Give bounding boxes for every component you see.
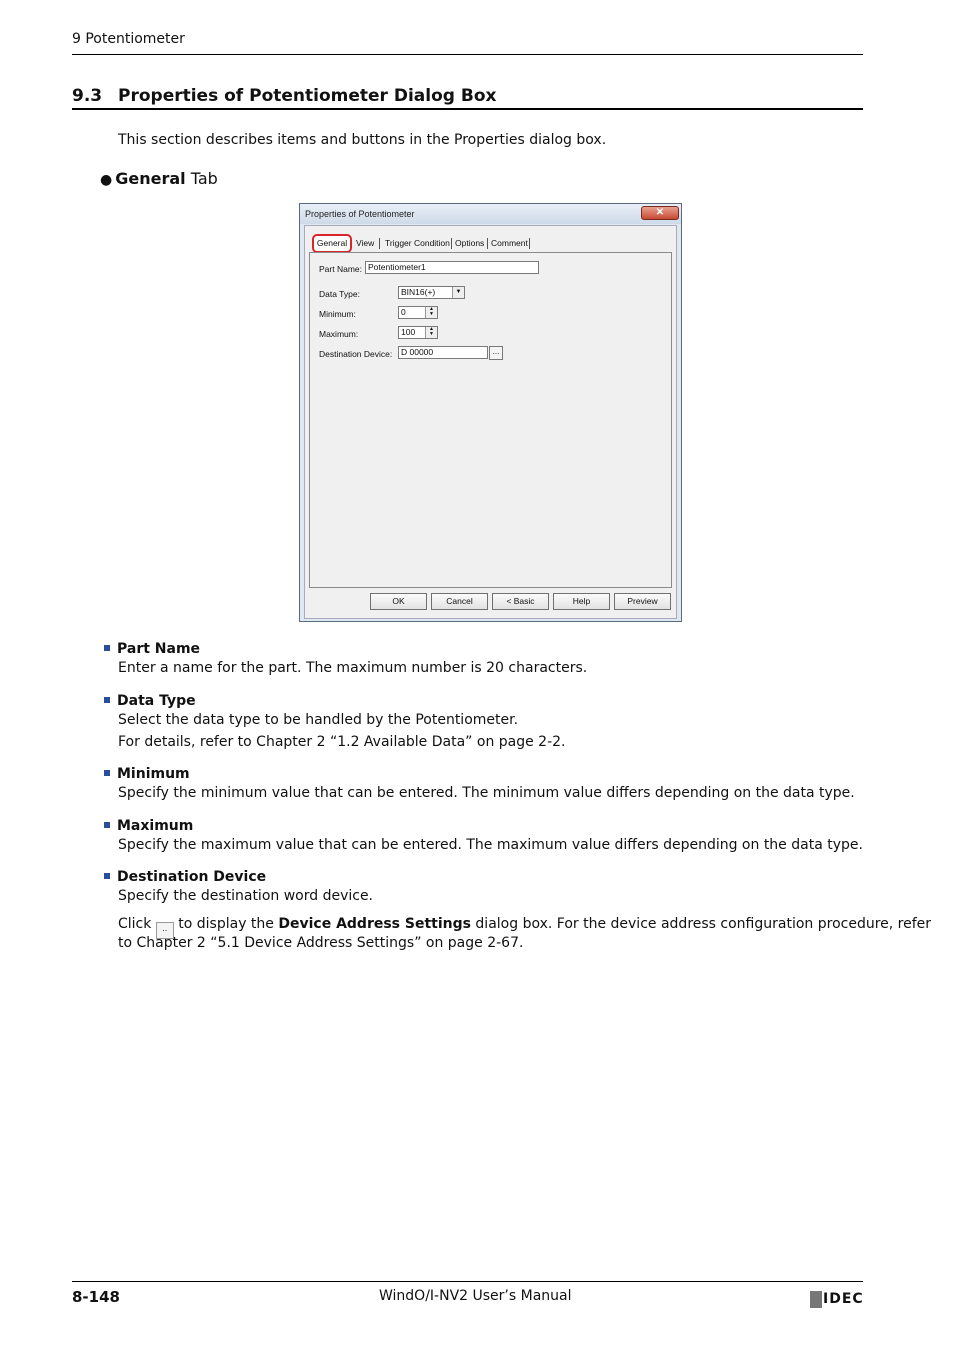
square-bullet-icon [104,873,110,879]
tab-heading-bold: General [115,169,186,188]
destination-device-label: Destination Device: [319,349,393,359]
browse-button-glyph: .. [156,922,174,939]
tab-separator [529,238,530,249]
cancel-button[interactable]: Cancel [431,593,488,610]
item-title: Destination Device [117,869,267,885]
maximum-stepper[interactable] [398,326,438,339]
item-title: Minimum [117,766,190,782]
manual-title: WindO/I-NV2 User’s Manual [379,1288,572,1304]
section-title: Properties of Potentiometer Dialog Box [118,86,497,106]
dialog-title: Properties of Potentiometer [305,209,415,219]
tab-view[interactable]: View [356,238,375,248]
bullet-icon: ● [100,172,113,188]
item-heading-maximum [104,818,193,834]
section-heading [72,86,863,110]
square-bullet-icon [104,822,110,828]
properties-dialog [299,203,682,622]
close-icon[interactable]: ✕ [641,206,679,220]
data-type-value: BIN16(+) [401,287,436,297]
item-title: Maximum [117,818,194,834]
dialog-titlebar [300,204,681,224]
ok-button[interactable]: OK [370,593,427,610]
tab-comment[interactable]: Comment [491,238,528,248]
idec-logo [810,1291,864,1308]
basic-button[interactable]: < Basic [492,593,549,610]
click-text: dialog box. For the device address configuration procedure, refer [470,916,932,932]
item-text: Enter a name for the part. The maximum number is 20 characters. [118,660,588,676]
spinner-icon[interactable]: ▲ ▼ [425,307,437,318]
square-bullet-icon [104,770,110,776]
chevron-down-icon[interactable]: ▼ [452,287,464,298]
tab-general[interactable]: General [312,234,352,253]
tab-trigger-condition[interactable]: Trigger Condition [385,238,450,248]
item-heading-destination-device [104,869,266,885]
item-text: Specify the destination word device. [118,888,374,904]
tab-separator [379,238,380,249]
minimum-value: 0 [401,307,406,317]
logo-text: IDEC [823,1291,864,1307]
spinner-icon[interactable]: ▲ ▼ [425,327,437,338]
dialog-body [304,225,677,619]
running-head: 9 Potentiometer [72,31,185,47]
tab-heading [100,169,218,188]
click-word: Click [118,916,152,932]
item-title: Part Name [117,641,201,657]
tab-separator [487,238,488,249]
click-paragraph-line2: to Chapter 2 “5.1 Device Address Settings” on page 2-67. [118,935,524,951]
intro-text: This section describes items and buttons in the Properties dialog box. [118,132,607,148]
destination-device-input[interactable]: D 00000 [398,346,488,359]
item-heading-data-type [104,693,196,709]
item-heading-minimum [104,766,190,782]
item-text: Specify the maximum value that can be entered. The maximum value differs depending on the data type. [118,837,863,853]
general-panel [309,252,672,588]
tab-heading-rest: Tab [185,169,218,188]
preview-button[interactable]: Preview [614,593,671,610]
square-bullet-icon [104,697,110,703]
data-type-select[interactable] [398,286,465,299]
item-text: For details, refer to Chapter 2 “1.2 Available Data” on page 2-2. [118,734,566,750]
item-title: Data Type [117,693,196,709]
tab-separator [451,238,452,249]
page-number: 8-148 [72,1288,120,1306]
click-text: to display the [173,916,279,932]
minimum-label: Minimum: [319,309,356,319]
maximum-value: 100 [401,327,416,337]
logo-mark [810,1291,822,1308]
part-name-input[interactable]: Potentiometer1 [365,261,539,274]
device-address-settings-term: Device Address Settings [278,916,471,932]
item-text: Select the data type to be handled by the Potentiometer. [118,712,519,728]
browse-button[interactable]: ... [489,346,503,360]
minimum-stepper[interactable] [398,306,438,319]
part-name-label: Part Name: [319,264,362,274]
item-text: Specify the minimum value that can be entered. The minimum value differs depending on the data type. [118,785,855,801]
header-rule [72,54,863,55]
maximum-label: Maximum: [319,329,359,339]
help-button[interactable]: Help [553,593,610,610]
data-type-label: Data Type: [319,289,360,299]
square-bullet-icon [104,645,110,651]
footer-rule [72,1281,863,1282]
item-heading-part-name [104,641,200,657]
section-number: 9.3 [72,86,103,106]
tab-options[interactable]: Options [455,238,485,248]
